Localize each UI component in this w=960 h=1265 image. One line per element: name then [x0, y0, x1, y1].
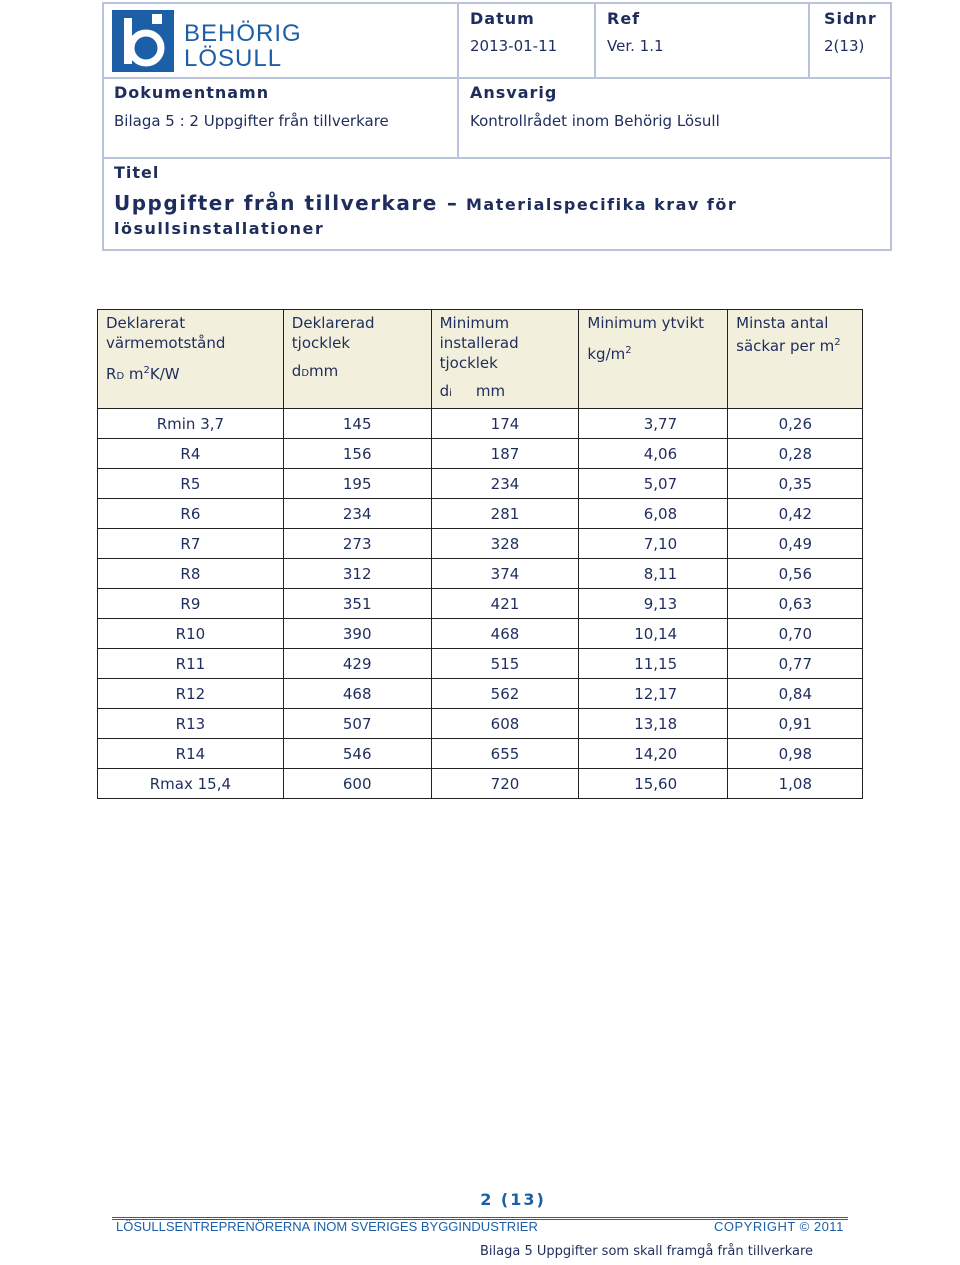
- header-cell-r: Deklarerat värmemotstånd RD $m^2K/W$: [98, 310, 284, 409]
- table-cell-col3: 608: [431, 709, 579, 739]
- table-cell-col2: 429: [283, 649, 431, 679]
- header-divider: [102, 77, 892, 79]
- table-cell-col5: 0,98: [728, 739, 863, 769]
- ansvarig-value: Kontrollrådet inom Behörig Lösull: [470, 112, 720, 130]
- table-row: [98, 769, 863, 799]
- table-cell-col2: 351: [283, 589, 431, 619]
- table-cell-col4: 12,17: [579, 679, 728, 709]
- table-cell-col1: R12: [98, 679, 284, 709]
- table-row: [98, 619, 863, 649]
- table-cell-col4: 13,18: [579, 709, 728, 739]
- table-cell-col1: R5: [98, 469, 284, 499]
- table-cell-col5: 0,28: [728, 439, 863, 469]
- table-cell-col1: Rmin 3,7: [98, 409, 284, 439]
- table-cell-col4: 3,77: [579, 409, 728, 439]
- table-header-row: [98, 310, 863, 409]
- header-divider: [457, 2, 459, 159]
- ref-label: Ref: [607, 9, 641, 28]
- table-cell-col3: 374: [431, 559, 579, 589]
- table-cell-col3: 720: [431, 769, 579, 799]
- table-row: [98, 409, 863, 439]
- table-cell-col3: 174: [431, 409, 579, 439]
- table-row: [98, 559, 863, 589]
- table-row: [98, 439, 863, 469]
- title-rest-line2: lösullsinstallationer: [114, 219, 325, 238]
- table-row: [98, 679, 863, 709]
- table-cell-col2: 312: [283, 559, 431, 589]
- footer-page-number: 2 (13): [480, 1190, 546, 1209]
- table-row: [98, 469, 863, 499]
- table-cell-col1: R13: [98, 709, 284, 739]
- logo: [112, 10, 302, 72]
- table-cell-col1: R7: [98, 529, 284, 559]
- table-cell-col1: R8: [98, 559, 284, 589]
- header-divider: [808, 2, 810, 79]
- table-cell-col4: 6,08: [579, 499, 728, 529]
- title-dash: –: [446, 191, 457, 215]
- table-cell-col2: 390: [283, 619, 431, 649]
- title-rest: Materialspecifika krav för: [465, 195, 738, 214]
- table-cell-col3: 468: [431, 619, 579, 649]
- table-cell-col5: 0,77: [728, 649, 863, 679]
- table-cell-col4: 7,10: [579, 529, 728, 559]
- table-cell-col3: 421: [431, 589, 579, 619]
- table-cell-col3: 515: [431, 649, 579, 679]
- table-cell-col5: 0,42: [728, 499, 863, 529]
- table-cell-col4: 4,06: [579, 439, 728, 469]
- table-cell-col1: R9: [98, 589, 284, 619]
- title-main: Uppgifter från tillverkare: [114, 191, 438, 215]
- table-row: [98, 529, 863, 559]
- table-row: [98, 709, 863, 739]
- table-cell-col3: 234: [431, 469, 579, 499]
- table-cell-col2: 234: [283, 499, 431, 529]
- table-cell-col4: 10,14: [579, 619, 728, 649]
- footer-copyright: COPYRIGHT © 2011: [714, 1219, 844, 1234]
- table-cell-col5: 0,63: [728, 589, 863, 619]
- footer-org: LÖSULLSENTREPRENÖRERNA INOM SVERIGES BYGGINDUSTRIER: [116, 1219, 538, 1234]
- header-divider: [594, 2, 596, 79]
- table-cell-col4: 15,60: [579, 769, 728, 799]
- table-cell-col1: R14: [98, 739, 284, 769]
- table-cell-col2: 145: [283, 409, 431, 439]
- table-cell-col3: 281: [431, 499, 579, 529]
- table-cell-col5: 0,26: [728, 409, 863, 439]
- table-cell-col1: Rmax 15,4: [98, 769, 284, 799]
- table-cell-col5: 0,35: [728, 469, 863, 499]
- table-cell-col2: 468: [283, 679, 431, 709]
- table-cell-col2: 546: [283, 739, 431, 769]
- sidnr-label: Sidnr: [824, 9, 877, 28]
- table-cell-col3: 328: [431, 529, 579, 559]
- header-divider: [102, 157, 892, 159]
- table-cell-col2: 156: [283, 439, 431, 469]
- header-cell-di: Minimum installerad tjocklek di mm: [431, 310, 579, 409]
- table-row: [98, 589, 863, 619]
- table-cell-col4: 14,20: [579, 739, 728, 769]
- titel-label: Titel: [114, 163, 160, 182]
- table-cell-col1: R10: [98, 619, 284, 649]
- dokumentnamn-label: Dokumentnamn: [114, 83, 270, 102]
- table-cell-col1: R4: [98, 439, 284, 469]
- datum-value: 2013-01-11: [470, 37, 558, 55]
- ref-value: Ver. 1.1: [607, 37, 664, 55]
- table-cell-col1: R11: [98, 649, 284, 679]
- table-cell-col4: 5,07: [579, 469, 728, 499]
- logo-line1: BEHÖRIG: [184, 20, 302, 47]
- table-cell-col4: 11,15: [579, 649, 728, 679]
- header-cell-ytvikt: Minimum ytvikt $kg/m^2$: [579, 310, 728, 409]
- table-cell-col5: 0,49: [728, 529, 863, 559]
- page-title: [114, 191, 874, 241]
- table-cell-col4: 9,13: [579, 589, 728, 619]
- table-cell-col2: 600: [283, 769, 431, 799]
- header-cell-sackar: Minsta antal säckar per $m^2$: [728, 310, 863, 409]
- table-cell-col2: 195: [283, 469, 431, 499]
- table-cell-col4: 8,11: [579, 559, 728, 589]
- datum-label: Datum: [470, 9, 535, 28]
- table-cell-col2: 273: [283, 529, 431, 559]
- table-cell-col5: 0,70: [728, 619, 863, 649]
- logo-icon: [112, 10, 174, 72]
- footer-document-name: Bilaga 5 Uppgifter som skall framgå från tillverkare: [480, 1244, 814, 1259]
- table-cell-col3: 655: [431, 739, 579, 769]
- table-row: [98, 499, 863, 529]
- spec-table: [97, 309, 863, 799]
- sidnr-value: 2(13): [824, 37, 865, 55]
- logo-line2: LÖSULL: [184, 45, 283, 72]
- table-cell-col5: 1,08: [728, 769, 863, 799]
- header-cell-dd: Deklarerad tjocklek dDmm: [283, 310, 431, 409]
- table-row: [98, 739, 863, 769]
- table-cell-col5: 0,84: [728, 679, 863, 709]
- table-cell-col5: 0,91: [728, 709, 863, 739]
- table-cell-col3: 187: [431, 439, 579, 469]
- table-cell-col1: R6: [98, 499, 284, 529]
- table-row: [98, 649, 863, 679]
- dokumentnamn-value: Bilaga 5 : 2 Uppgifter från tillverkare: [114, 112, 389, 130]
- table-cell-col3: 562: [431, 679, 579, 709]
- table-cell-col5: 0,56: [728, 559, 863, 589]
- table-cell-col2: 507: [283, 709, 431, 739]
- footer-rule: [112, 1217, 848, 1218]
- ansvarig-label: Ansvarig: [470, 83, 558, 102]
